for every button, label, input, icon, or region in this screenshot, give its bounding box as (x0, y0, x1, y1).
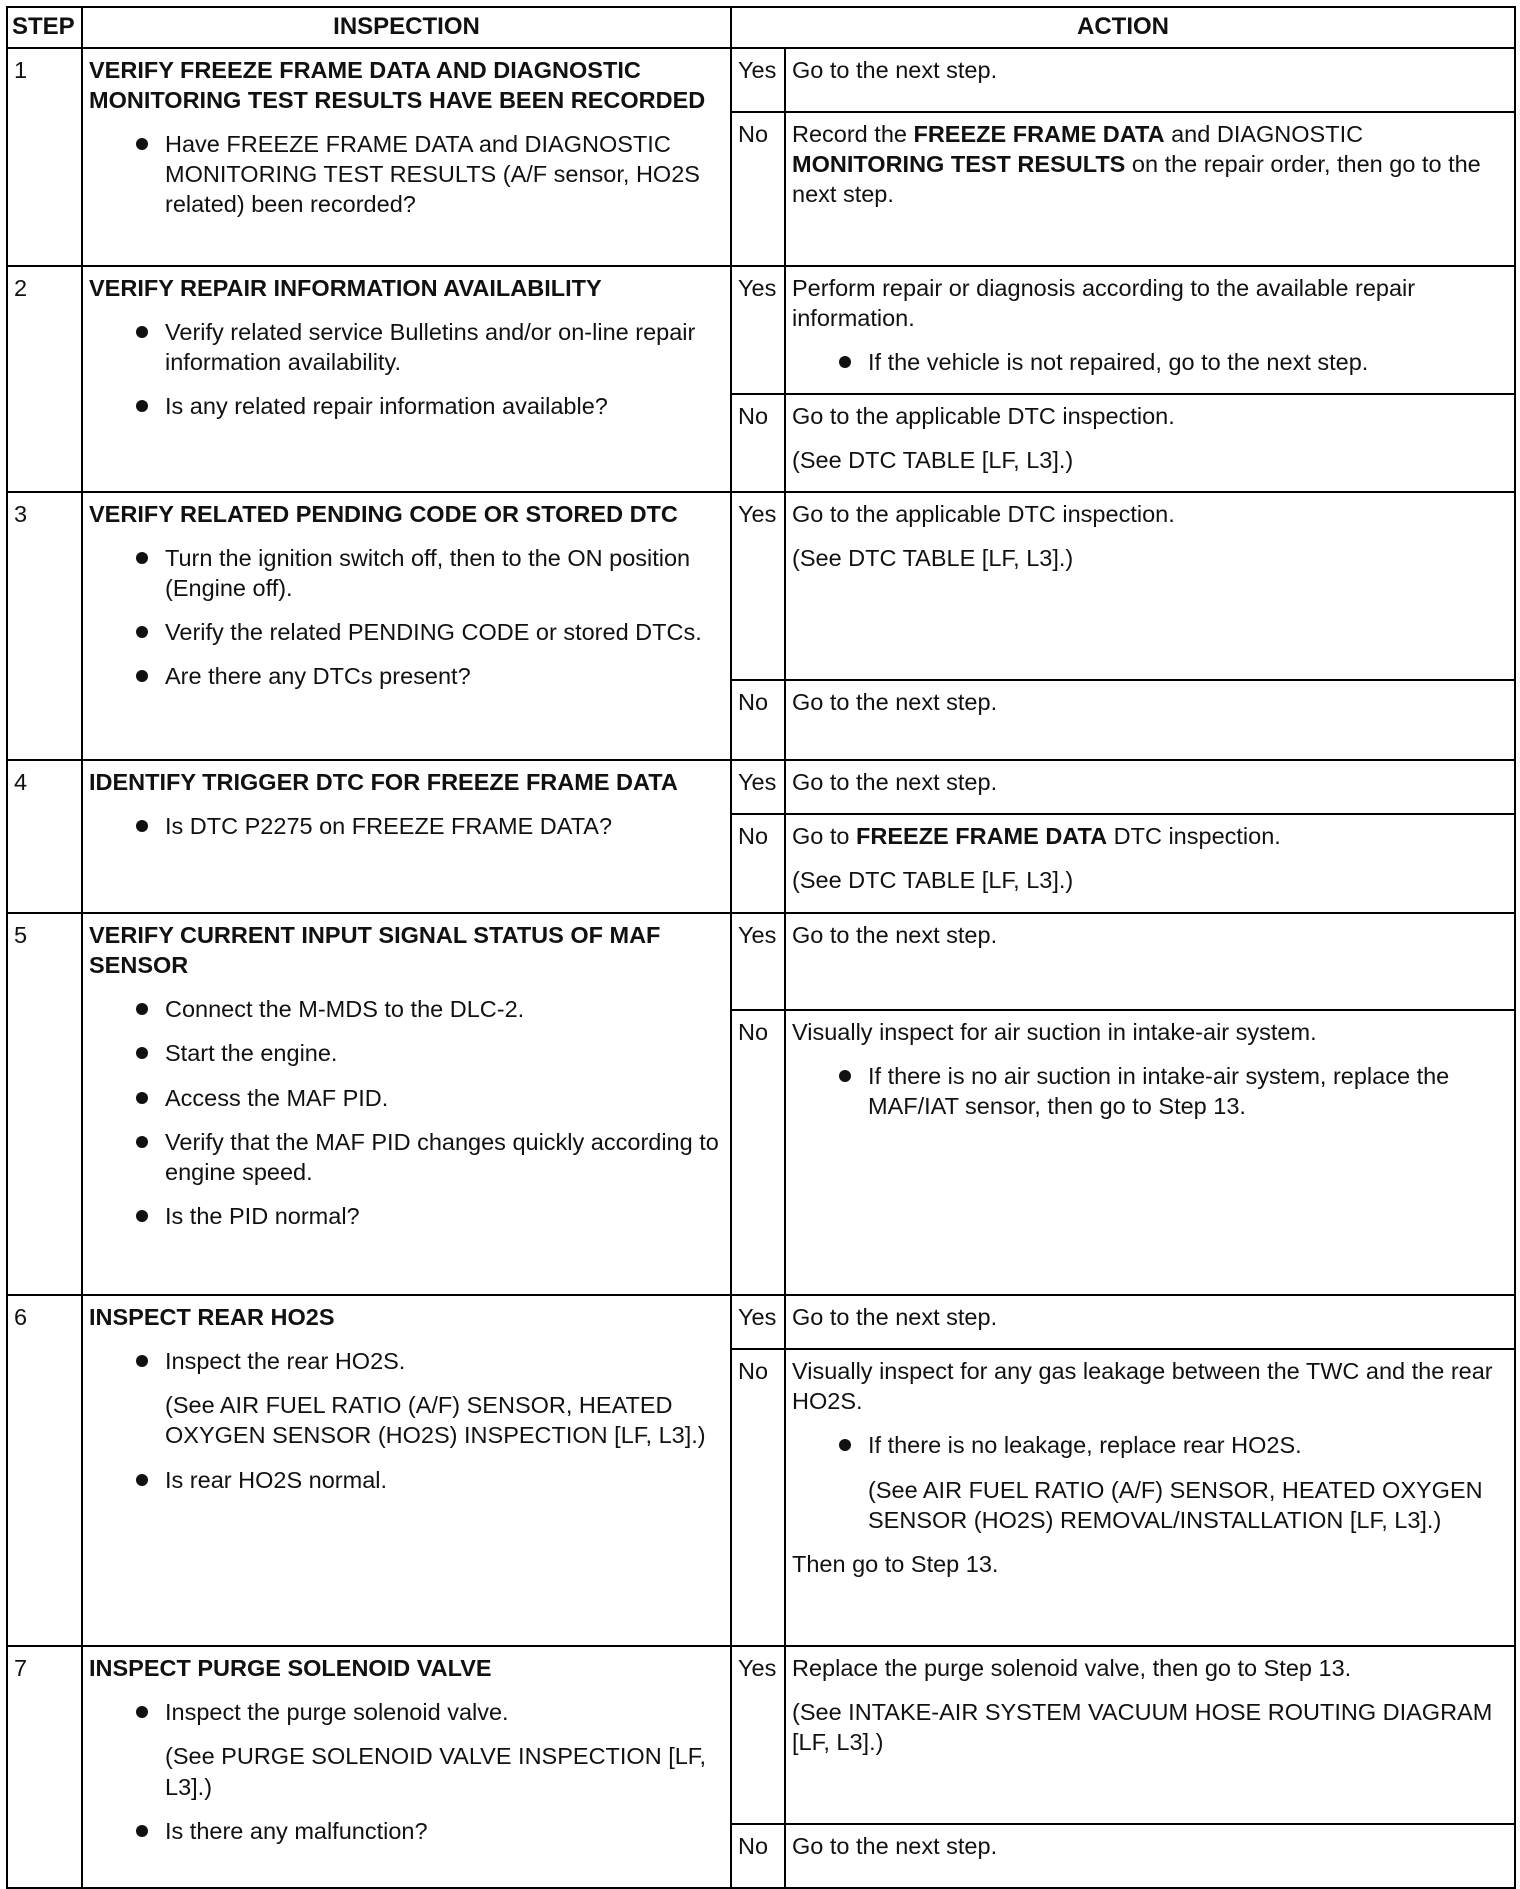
step-number: 1 (7, 48, 82, 266)
inspection-bullet: Is DTC P2275 on FREEZE FRAME DATA? (131, 811, 724, 841)
reference-link: (See DTC TABLE [LF, L3].) (792, 545, 1074, 572)
header-row (7, 7, 1515, 48)
step-title: VERIFY FREEZE FRAME DATA AND DIAGNOSTIC MONITORING TEST RESULTS HAVE BEEN RECORDED (89, 56, 706, 113)
action-bullet: If there is no air suction in intake-air system, replace the MAF/IAT sensor, then go to Step 13. (834, 1061, 1508, 1121)
reference-link: (See PURGE SOLENOID VALVE INSPECTION [LF, L3].) (165, 1743, 707, 1800)
inspection-bullet: Is the PID normal? (131, 1201, 724, 1231)
step-7-inspection (82, 1646, 731, 1888)
yes-action: Go to the next step. (785, 48, 1515, 112)
yes-label: Yes (731, 492, 785, 680)
step-number: 7 (7, 1646, 82, 1888)
inspection-bullet: Are there any DTCs present? (131, 661, 724, 691)
no-label: No (731, 1824, 785, 1888)
inspection-bullet: Inspect the purge solenoid valve. (See PURGE SOLENOID VALVE INSPECTION [LF, L3].) (131, 1697, 724, 1801)
reference-link: (See AIR FUEL RATIO (A/F) SENSOR, HEATED OXYGEN SENSOR (HO2S) INSPECTION [LF, L3].) (165, 1392, 706, 1449)
yes-label: Yes (731, 266, 785, 394)
step-1-inspection (82, 48, 731, 266)
inspection-bullet: Is rear HO2S normal. (131, 1465, 724, 1495)
step-title: IDENTIFY TRIGGER DTC FOR FREEZE FRAME DATA (89, 769, 678, 796)
no-label: No (731, 1010, 785, 1295)
action-bullet: If there is no leakage, replace rear HO2S. (See AIR FUEL RATIO (A/F) SENSOR, HEATED OXYGEN SENSOR (HO2S) REMOVAL/INSTALLATION [LF, L3].) (834, 1430, 1508, 1534)
inspection-bullet: Start the engine. (131, 1038, 724, 1068)
yes-action: Go to the next step. (785, 1295, 1515, 1349)
yes-action: Go to the next step. (785, 913, 1515, 1010)
step-3-inspection (82, 492, 731, 760)
no-label: No (731, 814, 785, 913)
no-action: Visually inspect for any gas leakage between the TWC and the rear HO2S. If there is no leakage, replace rear HO2S. (See AIR FUEL RATIO (A/F) SENSOR, HEATED OXYGEN SENSOR (HO2S) REMOVAL/INSTALLATION [LF, L3].) Then go to Step 13. (785, 1349, 1515, 1646)
yes-label: Yes (731, 1295, 785, 1349)
reference-link: (See AIR FUEL RATIO (A/F) SENSOR, HEATED OXYGEN SENSOR (HO2S) REMOVAL/INSTALLATION [LF, L3].) (868, 1476, 1483, 1533)
step-title: VERIFY RELATED PENDING CODE OR STORED DTC (89, 501, 678, 528)
step-number: 3 (7, 492, 82, 760)
inspection-bullet: Verify the related PENDING CODE or stored DTCs. (131, 617, 724, 647)
inspection-bullet: Connect the M-MDS to the DLC-2. (131, 994, 724, 1024)
step-6-inspection (82, 1295, 731, 1646)
no-label: No (731, 1349, 785, 1646)
step-number: 2 (7, 266, 82, 492)
action-bullet: If the vehicle is not repaired, go to the next step. (834, 347, 1508, 377)
no-label: No (731, 680, 785, 760)
step-5-inspection (82, 913, 731, 1295)
inspection-bullet: Verify that the MAF PID changes quickly according to engine speed. (131, 1127, 724, 1187)
header-inspection: INSPECTION (82, 7, 731, 48)
step-title: INSPECT PURGE SOLENOID VALVE (89, 1655, 492, 1682)
yes-action: Go to the next step. (785, 760, 1515, 814)
header-step: STEP (7, 7, 82, 48)
yes-label: Yes (731, 48, 785, 112)
inspection-bullet: Inspect the rear HO2S. (See AIR FUEL RATIO (A/F) SENSOR, HEATED OXYGEN SENSOR (HO2S) INSPECTION [LF, L3].) (131, 1346, 724, 1450)
step-1-row-yes (7, 48, 1515, 112)
no-action: Visually inspect for air suction in intake-air system. If there is no air suction in intake-air system, replace the MAF/IAT sensor, then go to Step 13. (785, 1010, 1515, 1295)
no-action: Go to the applicable DTC inspection. (See DTC TABLE [LF, L3].) (785, 394, 1515, 492)
step-5-row-yes (7, 913, 1515, 1010)
no-label: No (731, 112, 785, 266)
step-title: VERIFY REPAIR INFORMATION AVAILABILITY (89, 274, 602, 301)
step-2-inspection (82, 266, 731, 492)
yes-label: Yes (731, 1646, 785, 1824)
yes-label: Yes (731, 760, 785, 814)
step-number: 6 (7, 1295, 82, 1646)
no-action: Go to the next step. (785, 680, 1515, 760)
step-number: 5 (7, 913, 82, 1295)
no-action: Record the FREEZE FRAME DATA and DIAGNOSTIC MONITORING TEST RESULTS on the repair order, then go to the next step. (785, 112, 1515, 266)
reference-link: (See DTC TABLE [LF, L3].) (792, 867, 1074, 894)
step-4-inspection (82, 760, 731, 913)
inspection-bullet: Have FREEZE FRAME DATA and DIAGNOSTIC MONITORING TEST RESULTS (A/F sensor, HO2S related) been recorded? (131, 129, 724, 219)
reference-link: (See DTC TABLE [LF, L3].) (792, 447, 1074, 474)
inspection-bullet: Verify related service Bulletins and/or on-line repair information availability. (131, 317, 724, 377)
inspection-bullet: Turn the ignition switch off, then to the ON position (Engine off). (131, 543, 724, 603)
yes-action: Replace the purge solenoid valve, then go to Step 13. (See INTAKE-AIR SYSTEM VACUUM HOSE ROUTING DIAGRAM [LF, L3].) (785, 1646, 1515, 1824)
inspection-bullet: Is any related repair information available? (131, 391, 724, 421)
yes-action: Go to the applicable DTC inspection. (See DTC TABLE [LF, L3].) (785, 492, 1515, 680)
step-number: 4 (7, 760, 82, 913)
yes-label: Yes (731, 913, 785, 1010)
yes-action: Perform repair or diagnosis according to the available repair information. If the vehicle is not repaired, go to the next step. (785, 266, 1515, 394)
no-label: No (731, 394, 785, 492)
inspection-bullet: Is there any malfunction? (131, 1816, 724, 1846)
step-4-row-yes (7, 760, 1515, 814)
step-6-row-yes (7, 1295, 1515, 1349)
step-title: INSPECT REAR HO2S (89, 1304, 335, 1331)
inspection-bullet: Access the MAF PID. (131, 1083, 724, 1113)
step-title: VERIFY CURRENT INPUT SIGNAL STATUS OF MAF SENSOR (89, 922, 661, 979)
header-action: ACTION (731, 7, 1515, 48)
step-7-row-yes (7, 1646, 1515, 1824)
no-action: Go to FREEZE FRAME DATA DTC inspection. (See DTC TABLE [LF, L3].) (785, 814, 1515, 913)
diagnostic-procedure-table (6, 6, 1516, 1889)
reference-link: (See INTAKE-AIR SYSTEM VACUUM HOSE ROUTING DIAGRAM [LF, L3].) (792, 1699, 1493, 1756)
step-2-row-yes (7, 266, 1515, 394)
no-action: Go to the next step. (785, 1824, 1515, 1888)
step-3-row-yes (7, 492, 1515, 680)
